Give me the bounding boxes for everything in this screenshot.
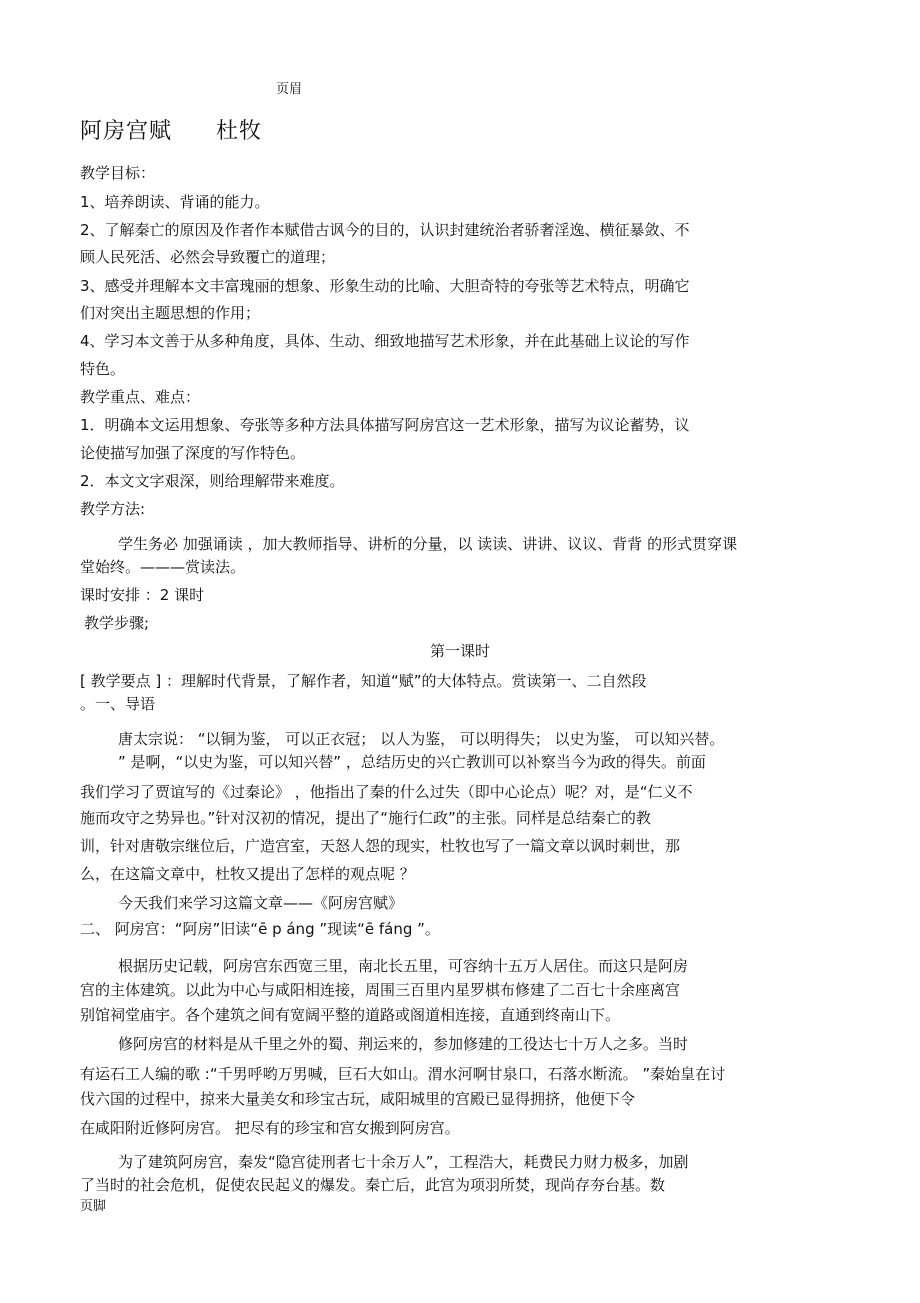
paragraph-line: 我们学习了贾谊写的《过秦论》 ，他指出了秦的什么过失（即中心论点）呢？对，是“仁义不 <box>80 783 693 801</box>
paragraph-line: 唐太宗说： “以铜为鉴， 可以正衣冠； 以人为鉴， 可以明得失； 以史为鉴， 可以知兴替。 <box>118 730 725 748</box>
objective-item: 2、了解秦亡的原因及作者作本赋借古讽今的目的，认识封建统治者骄奢淫逸、横征暴敛、不 <box>80 221 690 239</box>
paragraph-line: 伐六国的过程中，掠来大量美女和珍宝古玩，咸阳城里的宫殿已显得拥挤，他便下令 <box>80 1090 636 1108</box>
paragraph-line: 施而攻守之势异也。”针对汉初的情况，提出了“施行仁政”的主张。同样是总结秦亡的教 <box>80 809 651 827</box>
paragraph-line: 训，针对唐敬宗继位后，广造宫室，天怒人怨的现实，杜牧也写了一篇文章以讽时刺世，那 <box>80 837 681 855</box>
paragraph-line: 在咸阳附近修阿房宫。 把尽有的珍宝和宫女搬到阿房宫。 <box>80 1119 460 1137</box>
page-header: 页眉 <box>276 82 303 97</box>
paragraph-line: 宫的主体建筑。以此为中心与咸阳相连接，周围三百里内星罗棋布修建了二百七十余座离宫 <box>80 981 681 999</box>
page-title <box>80 118 262 146</box>
objective-item-cont: 特色。 <box>80 360 126 378</box>
paragraph-line: 为了建筑阿房宫，秦发“隐宫徒刑者七十余万人”，工程浩大，耗费民力财力极多，加剧 <box>118 1153 689 1171</box>
objective-item: 4、学习本文善于从多种角度，具体、生动、细致地描写艺术形象，并在此基础上议论的写作 <box>80 332 690 350</box>
intro-heading: 。一、导语 <box>80 695 156 713</box>
paragraph-line: 修阿房宫的材料是从千里之外的蜀、荆运来的，参加修建的工役达七十万人之多。当时 <box>118 1035 689 1053</box>
objective-item-cont: 们对突出主题思想的作用； <box>80 304 261 322</box>
objective-item-cont: 顾人民死活、必然会导致覆亡的道理； <box>80 248 336 266</box>
schedule-line: 课时安排 ：2 课时 <box>80 586 205 604</box>
objective-item: 3、感受并理解本文丰富瑰丽的想象、形象生动的比喻、大胆奇特的夸张等艺术特点，明确它 <box>80 277 690 295</box>
section-heading-key-points: 教学重点、难点： <box>80 388 201 406</box>
paragraph-line: ” 是啊，“以史为鉴，可以知兴替” ，总结历史的兴亡教训可以补察当今为政的得失。前面 <box>118 753 706 771</box>
page-footer: 页脚 <box>80 1199 107 1214</box>
paragraph-line: 根据历史记载，阿房宫东西宽三里，南北长五里，可容纳十五万人居住。而这只是阿房 <box>118 957 689 975</box>
objective-item: 1、培养朗读、背诵的能力。 <box>80 193 270 211</box>
methods-paragraph: 学生务必 加强诵读 ，加大教师指导、讲析的分量，以 读读、讲讲、议议、背背 的形式贯穿课 <box>118 535 738 553</box>
pronunciation-line: 二、 阿房宫：“阿房”旧读“ē p áng ”现读“ē fáng ”。 <box>80 920 440 938</box>
section-heading-objectives: 教学目标： <box>80 164 156 182</box>
key-point-item: 2．本文文字艰深，则给理解带来难度。 <box>80 472 345 490</box>
author-name: 杜牧 <box>216 119 263 144</box>
section-heading-steps: 教学步骤; <box>84 614 150 632</box>
lesson-key-points: [ 教学要点 ] ：理解时代背景，了解作者，知道“赋”的大体特点。赏读第一、二自然段 <box>80 672 647 690</box>
paragraph-line: 今天我们来学习这篇文章——《阿房宫赋》 <box>118 894 404 912</box>
paragraph-line: 了当时的社会危机，促使农民起义的爆发。秦亡后，此宫为项羽所焚，现尚存夯台基。数 <box>80 1176 666 1194</box>
title-text: 阿房宫赋 <box>80 119 173 144</box>
methods-paragraph-cont: 堂始终。———赏读法。 <box>80 558 246 576</box>
lesson-heading: 第一课时 <box>429 642 490 660</box>
key-point-item-cont: 论使描写加强了深度的写作特色。 <box>80 444 306 462</box>
paragraph-line: 有运石工人编的歌 :“千男呼哟万男喊，巨石大如山。渭水河啊甘泉口，石落水断流。 ”秦始皇在讨 <box>80 1065 726 1083</box>
paragraph-line: 别馆祠堂庙宇。各个建筑之间有宽阔平整的道路或阁道相连接，直通到终南山下。 <box>80 1006 621 1024</box>
key-point-item: 1．明确本文运用想象、夸张等多种方法具体描写阿房宫这一艺术形象，描写为议论蓄势，议 <box>80 416 690 434</box>
paragraph-line: 么，在这篇文章中，杜牧又提出了怎样的观点呢 ？ <box>80 865 415 883</box>
section-heading-methods: 教学方法: <box>80 500 146 518</box>
